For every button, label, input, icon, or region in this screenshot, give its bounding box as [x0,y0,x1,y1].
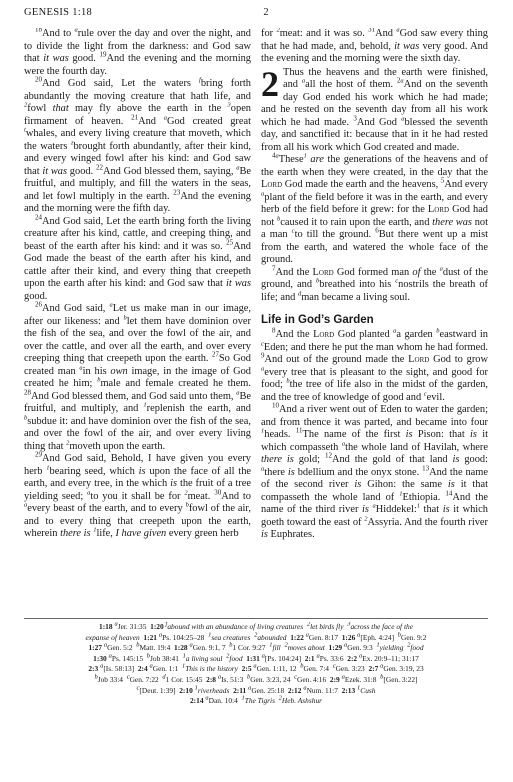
paragraph: for $^2$meat: and it was so. $^{31}$And $^a$God saw every thing that he had made, and, behold, it was very good. And the evening and the morning were the sixth day. [261,28,488,64]
footnote-line: 1:30 aPs. 145:15 bJob 38:41 1a living soul 2food 1:31 a[Ps. 104:24] 2:1 aPs. 33:6 2:2 aEx. 20:9–11; 31:17 [93,652,419,663]
footnote-divider [24,618,488,619]
paragraph: $^{20}$And God said, Let the waters $^f$bring forth abundantly the moving creature that hath life, and $^2$fowl that may fly above the earth in the $^3$open firmament of heaven. $^{21}$And $^a$God created great $^t$whales, and every living creature that moveth, which the waters $^z$brought forth abundantly, after their kind, and every winged fowl after his kind: and God saw that it was good. $^{22}$And God blessed them, saying, $^a$Be fruitful, and multiply, and fill the waters in the seas, and let fowl multiply in the earth. $^{23}$And the evening and the morning were the fifth day. [24,75,251,214]
footnote-line: bJob 33:4 cGen. 7:22 d1 Cor. 15:45 2:8 aIs. 51:3 bGen. 3:23, 24 cGen. 4:16 2:9 aEzek. 31:8 b[Gen. 3:22] [94,673,418,684]
footnote-line: expanse of heaven 1:21 aPs. 104:25–28 1sea creatures 2abounded 1:22 aGen. 8:17 1:26 a[Eph. 4:24] bGen. 9:2 [85,631,427,642]
chapter-number: 2 [261,63,279,104]
paragraph: $^{18}$And to $^a$rule over the day and over the night, and to divide the light from the darkness: and God saw that it was good. $^{19}$And the evening and the morning were the fourth day. [24,28,251,77]
paragraph: $^{4a}$These$^1$ are the generations of the heavens and of the earth when they were created, in the day that the Lord God made the earth and the heavens, $^5$And every $^a$plant of the field before it was in the earth, and every herb of the field before it grew: for the Lord God had not $^b$caused it to rain upon the earth, and there was not a man $^c$to till the ground. $^6$But there went up a mist from the earth, and watered the whole face of the ground. [261,151,488,265]
footnote-line: 1:27 aGen. 5:2 bMatt. 19:4 1:28 aGen. 9:1, 7 b1 Cor. 9:27 1fill 2moves about 1:29 aGen. 9:3 1yielding 2food [88,641,424,653]
right-column [261,28,488,612]
paragraph: $^{24}$And God said, Let the earth bring forth the living creature after his kind, cattle, and creeping thing, and beast of the earth after his kind: and it was so. $^{25}$And God made the beast of the earth after his kind, and cattle after their kind, and every thing that creepeth upon the earth after his kind: and God saw that it was good. [24,213,251,302]
paragraph: $^{10}$And a river went out of Eden to water the garden; and from thence it was parted, and became into four $^1$heads. $^{11}$The name of the first is Pison: that is it which compasseth $^a$the whole land of Havilah, where there is gold; $^{12}$And the gold of that land is good: $^a$there is bdellium and the onyx stone. $^{13}$And the name of the second river is Gihon: the same is it that compasseth the whole land of $^1$Ethiopia. $^{14}$And the name of the third river is $^a$Hiddekel:$^1$ that is it which goeth toward the east of $^2$Assyria. And the fourth river is Euphrates. [261,401,488,540]
left-column [24,28,251,612]
paragraph: $^{26}$And God said, $^a$Let us make man in our image, after our likeness: and $^b$let them have dominion over the fish of the sea, and over the fowl of the air, and over the cattle, and over all the earth, and over every creeping thing that creepeth upon the earth. $^{27}$So God created man $^a$in his own image, in the image of God created he him; $^b$male and female created he them. $^{28}$And God blessed them, and God said unto them, $^a$Be fruitful, and multiply, and $^1$replenish the earth, and $^b$subdue it: and have dominion over the fish of the sea, and over the fowl of the air, and over every living thing that $^2$moveth upon the earth. [24,300,251,452]
header-reference: GENESIS 1:18 [24,7,93,18]
paragraph: $^8$And the Lord God planted $^a$a garden $^b$eastward in $^c$Eden; and there he put the man whom he had formed. $^9$And out of the ground made the Lord God to grow $^a$every tree that is pleasant to the sight, and good for food; $^b$the tree of life also in the midst of the garden, and the tree of knowledge of good and $^c$evil. [261,326,488,403]
chapter-opening [261,63,488,155]
footnote-line: 1:18 aJer. 31:35 1:20 fabound with an abundance of living creatures 2let birds fly 3across the face of the [99,622,413,631]
paragraph: $^7$And the Lord God formed man of the $^a$dust of the ground, and $^b$breathed into his $^c$nostrils the breath of life; and $^d$man became a living soul. [261,264,488,303]
footnote-line: c[Deut. 1:39] 2:10 1riverheads 2:11 aGen. 25:18 2:12 aNum. 11:7 2:13 1Cush [136,684,376,695]
footnote-line: 2:3 a[Is. 58:13] 2:4 aGen. 1:1 1This is the history 2:5 aGen. 1:11, 12 bGen. 7:4 cGen. 3:23 2:7 aGen. 3:19, 23 [88,662,424,674]
footnote-line: 2:14 aDan. 10:4 1The Tigris 2Heb. Ashshur [189,694,323,706]
page-number: 2 [263,7,269,18]
paragraph: $^{29}$And God said, Behold, I have given you every herb $^1$bearing seed, which is upon the face of all the earth, and every tree, in the which is the fruit of a tree yielding seed; $^a$to you it shall be for $^2$meat. $^{30}$And to $^a$every beast of the earth, and to every $^b$fowl of the air, and to every thing that creepeth upon the earth, wherein there is $^1$life, I have given every green herb [24,450,251,539]
text-columns [24,28,488,612]
footnotes [24,622,488,774]
paragraph-text: Thus the heavens and the earth were finished, and $^a$all the host of them. $^{2a}$And on the seventh day God ended his work which he had made; and he rested on the seventh day from all his work which he had made. $^3$And God $^a$blessed the seventh day, and sanctified it: because that in it he had rested from all his work which God created and made. [261,66,488,153]
running-header [24,6,489,20]
section-heading: Life in God’s Garden [261,314,374,326]
